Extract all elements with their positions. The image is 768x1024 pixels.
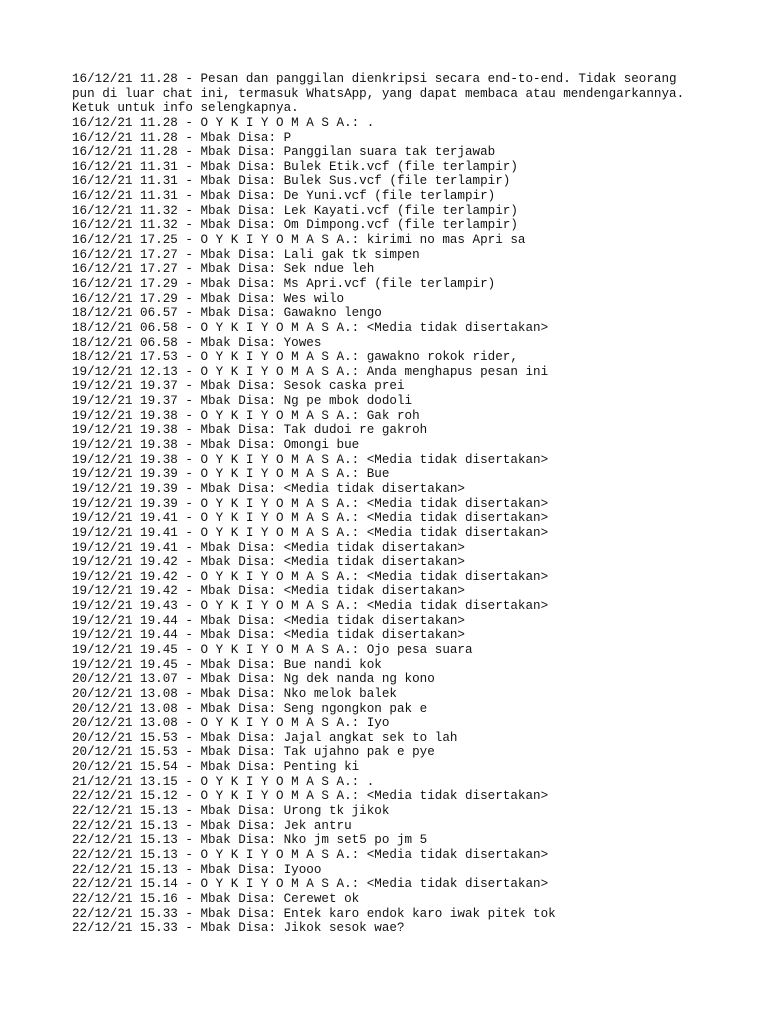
chat-line: 19/12/21 19.42 - Mbak Disa: <Media tidak disertakan>: [72, 584, 465, 599]
chat-line: 19/12/21 19.38 - O Y K I Y O M A S A.: Gak roh: [72, 408, 420, 423]
chat-line: 20/12/21 15.53 - Mbak Disa: Jajal angkat sek to lah: [72, 730, 458, 745]
chat-line: 19/12/21 19.39 - O Y K I Y O M A S A.: <Media tidak disertakan>: [72, 496, 549, 511]
chat-line: 19/12/21 19.44 - Mbak Disa: <Media tidak disertakan>: [72, 628, 465, 643]
chat-line: 19/12/21 19.39 - O Y K I Y O M A S A.: Bue: [72, 467, 390, 482]
chat-line: 18/12/21 06.57 - Mbak Disa: Gawakno lengo: [72, 306, 382, 321]
chat-line: 19/12/21 19.42 - Mbak Disa: <Media tidak disertakan>: [72, 555, 465, 570]
chat-line: 16/12/21 11.31 - Mbak Disa: Bulek Sus.vcf (file terlampir): [72, 174, 511, 189]
chat-line: 16/12/21 11.32 - Mbak Disa: Om Dimpong.vcf (file terlampir): [72, 218, 518, 233]
chat-line: Ketuk untuk info selengkapnya.: [72, 101, 299, 116]
chat-line: 19/12/21 19.37 - Mbak Disa: Sesok caska prei: [72, 379, 405, 394]
chat-line: 16/12/21 11.28 - Mbak Disa: Panggilan suara tak terjawab: [72, 145, 496, 160]
chat-line: 22/12/21 15.13 - Mbak Disa: Jek antru: [72, 818, 352, 833]
chat-line: 20/12/21 13.07 - Mbak Disa: Ng dek nanda ng kono: [72, 672, 435, 687]
chat-line: 19/12/21 19.43 - O Y K I Y O M A S A.: <Media tidak disertakan>: [72, 599, 549, 614]
chat-line: 19/12/21 19.39 - Mbak Disa: <Media tidak disertakan>: [72, 481, 465, 496]
chat-line: 16/12/21 11.28 - Mbak Disa: P: [72, 130, 292, 145]
chat-line: 22/12/21 15.33 - Mbak Disa: Entek karo endok karo iwak pitek tok: [72, 906, 556, 921]
chat-line: 19/12/21 19.38 - O Y K I Y O M A S A.: <Media tidak disertakan>: [72, 452, 549, 467]
chat-line: 19/12/21 19.38 - Mbak Disa: Omongi bue: [72, 438, 360, 453]
chat-line: 20/12/21 15.53 - Mbak Disa: Tak ujahno pak e pye: [72, 745, 435, 760]
chat-line: 16/12/21 11.28 - Pesan dan panggilan dienkripsi secara end-to-end. Tidak seorang: [72, 72, 677, 86]
chat-line: 19/12/21 19.41 - O Y K I Y O M A S A.: <Media tidak disertakan>: [72, 511, 549, 526]
chat-line: 22/12/21 15.14 - O Y K I Y O M A S A.: <Media tidak disertakan>: [72, 877, 549, 892]
chat-transcript: [72, 72, 762, 936]
chat-line: 22/12/21 15.13 - Mbak Disa: Urong tk jikok: [72, 804, 390, 819]
chat-line: 19/12/21 19.45 - Mbak Disa: Bue nandi kok: [72, 657, 382, 672]
chat-line: 22/12/21 15.33 - Mbak Disa: Jikok sesok wae?: [72, 921, 405, 936]
chat-line: 19/12/21 19.41 - Mbak Disa: <Media tidak disertakan>: [72, 540, 465, 555]
chat-line: 16/12/21 11.31 - Mbak Disa: De Yuni.vcf (file terlampir): [72, 189, 496, 204]
chat-line: 16/12/21 17.29 - Mbak Disa: Ms Apri.vcf (file terlampir): [72, 276, 496, 291]
chat-line: 16/12/21 17.29 - Mbak Disa: Wes wilo: [72, 291, 345, 306]
chat-line: 20/12/21 13.08 - O Y K I Y O M A S A.: Iyo: [72, 716, 390, 731]
chat-line: 20/12/21 15.54 - Mbak Disa: Penting ki: [72, 760, 360, 775]
chat-line: 16/12/21 17.25 - O Y K I Y O M A S A.: kirimi no mas Apri sa: [72, 233, 526, 248]
chat-line: 19/12/21 19.37 - Mbak Disa: Ng pe mbok dodoli: [72, 394, 413, 409]
chat-line: 16/12/21 11.31 - Mbak Disa: Bulek Etik.vcf (file terlampir): [72, 159, 518, 174]
chat-line: 22/12/21 15.12 - O Y K I Y O M A S A.: <Media tidak disertakan>: [72, 789, 549, 804]
chat-line: 16/12/21 17.27 - Mbak Disa: Lali gak tk simpen: [72, 247, 420, 262]
chat-line: 19/12/21 19.44 - Mbak Disa: <Media tidak disertakan>: [72, 613, 465, 628]
chat-line: 18/12/21 17.53 - O Y K I Y O M A S A.: gawakno rokok rider,: [72, 350, 518, 365]
chat-line: 22/12/21 15.13 - Mbak Disa: Nko jm set5 po jm 5: [72, 833, 428, 848]
chat-line: 21/12/21 13.15 - O Y K I Y O M A S A.: .: [72, 774, 375, 789]
chat-line: 19/12/21 19.45 - O Y K I Y O M A S A.: Ojo pesa suara: [72, 642, 473, 657]
chat-line: 18/12/21 06.58 - O Y K I Y O M A S A.: <Media tidak disertakan>: [72, 320, 549, 335]
chat-line: 18/12/21 06.58 - Mbak Disa: Yowes: [72, 335, 322, 350]
chat-line: 16/12/21 11.28 - O Y K I Y O M A S A.: .: [72, 115, 375, 130]
chat-line: 19/12/21 19.42 - O Y K I Y O M A S A.: <Media tidak disertakan>: [72, 569, 549, 584]
chat-line: 22/12/21 15.13 - O Y K I Y O M A S A.: <Media tidak disertakan>: [72, 847, 549, 862]
chat-line: 19/12/21 12.13 - O Y K I Y O M A S A.: Anda menghapus pesan ini: [72, 364, 549, 379]
chat-line: pun di luar chat ini, termasuk WhatsApp, yang dapat membaca atau mendengarkannya.: [72, 86, 685, 101]
chat-line: 19/12/21 19.41 - O Y K I Y O M A S A.: <Media tidak disertakan>: [72, 525, 549, 540]
chat-line: 22/12/21 15.13 - Mbak Disa: Iyooo: [72, 862, 322, 877]
chat-line: 16/12/21 17.27 - Mbak Disa: Sek ndue leh: [72, 262, 375, 277]
chat-line: 22/12/21 15.16 - Mbak Disa: Cerewet ok: [72, 891, 360, 906]
chat-line: 19/12/21 19.38 - Mbak Disa: Tak dudoi re gakroh: [72, 423, 428, 438]
chat-line: 20/12/21 13.08 - Mbak Disa: Nko melok balek: [72, 686, 397, 701]
chat-line: 20/12/21 13.08 - Mbak Disa: Seng ngongkon pak e: [72, 701, 428, 716]
chat-line: 16/12/21 11.32 - Mbak Disa: Lek Kayati.vcf (file terlampir): [72, 203, 518, 218]
